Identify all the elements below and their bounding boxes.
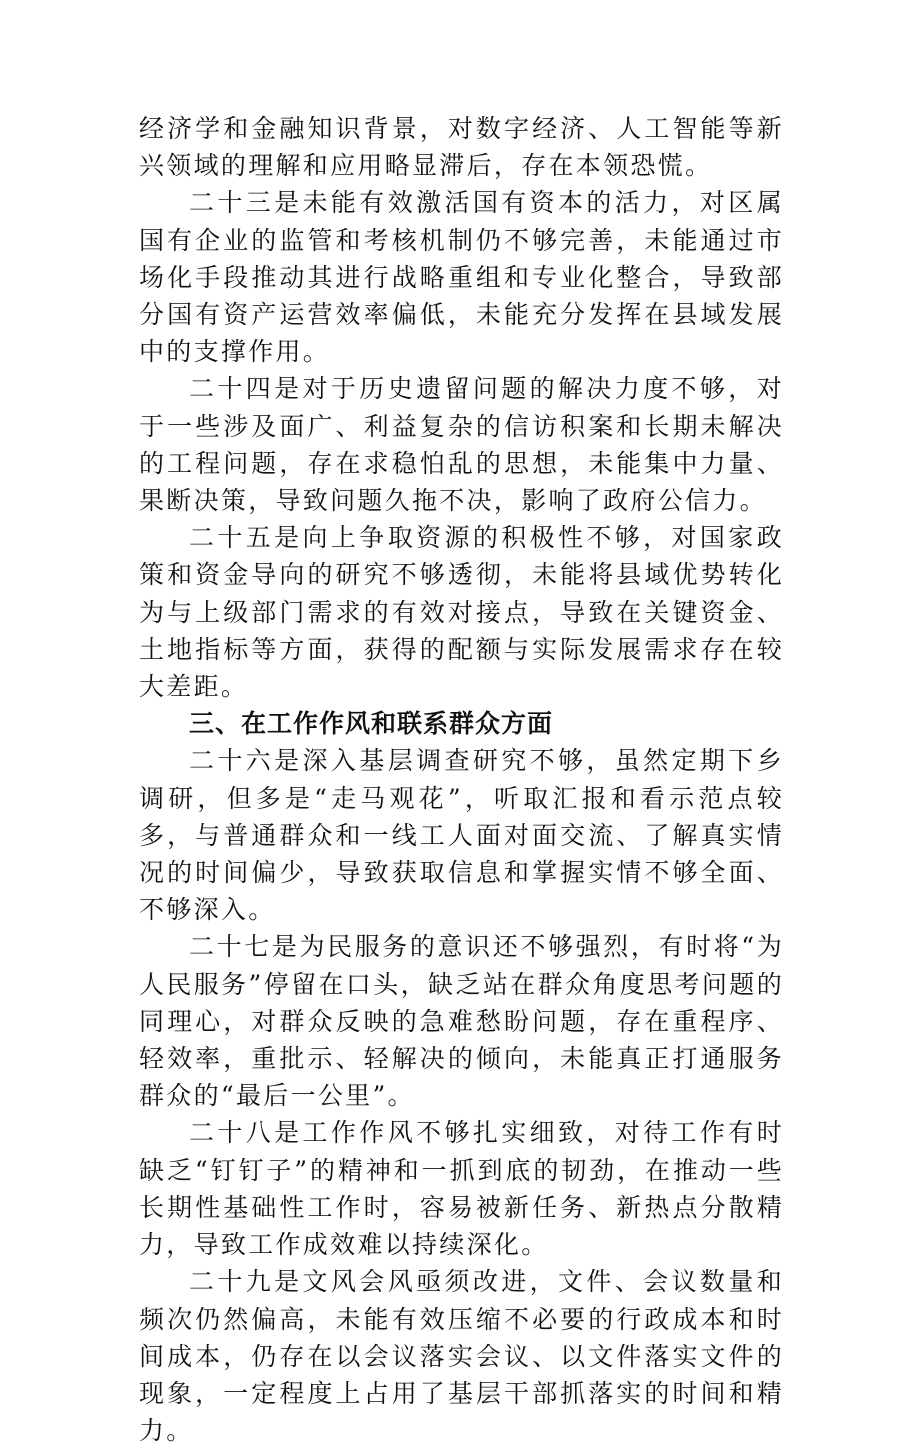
paragraph-continued: 经济学和金融知识背景，对数字经济、人工智能等新兴领域的理解和应用略显滞后，存在本领恐慌。	[139, 114, 784, 181]
section-heading: 三、在工作作风和联系群众方面	[189, 709, 554, 739]
paragraph-item-29: 二十九是文风会风亟须改进，文件、会议数量和频次仍然偏高，未能有效压缩不必要的行政成本和时间成本，仍存在以会议落实会议、以文件落实文件的现象，一定程度上占用了基层干部抓落实的时间和精力。	[139, 1267, 784, 1446]
document-body	[139, 110, 784, 1449]
paragraph-item-24: 二十四是对于历史遗留问题的解决力度不够，对于一些涉及面广、利益复杂的信访积案和长期未解决的工程问题，存在求稳怕乱的思想，未能集中力量、果断决策，导致问题久拖不决，影响了政府公信力。	[139, 374, 784, 516]
paragraph-item-23: 二十三是未能有效激活国有资本的活力，对区属国有企业的监管和考核机制仍不够完善，未能通过市场化手段推动其进行战略重组和专业化整合，导致部分国有资产运营效率偏低，未能充分发挥在县域发展中的支撑作用。	[139, 188, 784, 367]
paragraph-item-26: 二十六是深入基层调查研究不够，虽然定期下乡调研，但多是“走马观花”，听取汇报和看示范点较多，与普通群众和一线工人面对面交流、了解真实情况的时间偏少，导致获取信息和掌握实情不够全面、不够深入。	[139, 746, 784, 925]
paragraph-item-27: 二十七是为民服务的意识还不够强烈，有时将“为人民服务”停留在口头，缺乏站在群众角度思考问题的同理心，对群众反映的急难愁盼问题，存在重程序、轻效率，重批示、轻解决的倾向，未能真正打通服务群众的“最后一公里”。	[139, 932, 784, 1111]
paragraph-item-28: 二十八是工作作风不够扎实细致，对待工作有时缺乏“钉钉子”的精神和一抓到底的韧劲，在推动一些长期性基础性工作时，容易被新任务、新热点分散精力，导致工作成效难以持续深化。	[139, 1118, 784, 1260]
paragraph-item-25: 二十五是向上争取资源的积极性不够，对国家政策和资金导向的研究不够透彻，未能将县域优势转化为与上级部门需求的有效对接点，导致在关键资金、土地指标等方面，获得的配额与实际发展需求存在较大差距。	[139, 523, 784, 702]
